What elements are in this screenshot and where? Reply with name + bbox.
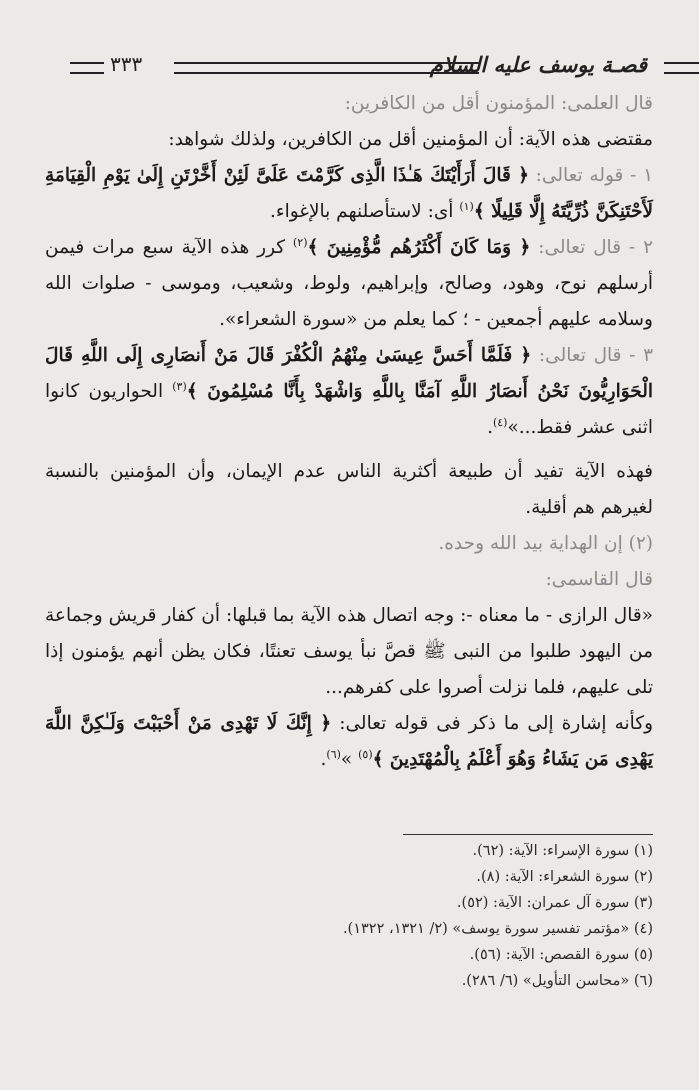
footnote-5: (٥) سورة القصص: الآية: (٥٦). xyxy=(469,947,653,963)
footnote-6: (٦) «محاسن التأويل» (٦/ ٢٨٦). xyxy=(461,973,653,989)
footnote-1: (١) سورة الإسراء: الآية: (٦٢). xyxy=(472,843,653,859)
footnotes xyxy=(45,838,653,994)
footnote-ref: (٢) xyxy=(292,235,308,249)
footnote-2: (٢) سورة الشعراء: الآية: (٨). xyxy=(476,869,653,885)
footnote-ref: (٦) xyxy=(326,747,341,761)
main-text xyxy=(45,86,653,778)
header-rule-right xyxy=(664,62,699,74)
paragraph-6: فهذه الآية تفيد أن طبيعة أكثرية الناس عدم الإيمان، وأن المؤمنين بالنسبة لغيرهم هم أقلية. xyxy=(45,461,653,518)
footnote-divider xyxy=(403,834,653,835)
paragraph-5: ٣ - قال تعالى: ﴿ فَلَمَّا أَحَسَّ عِيسَىٰ مِنْهُمُ الْكُفْرَ قَالَ مَنْ أَنصَارِى إِلَى اللَّهِ قَالَ الْحَوَارِيُّونَ نَحْنُ أَنصَارُ اللَّهِ آمَنَّا بِاللَّهِ وَاشْهَدْ بِأَنَّا مُسْلِمُونَ ﴾$^{(٣)}$ الحواريون كانوا اثنى عشر فقط...»$^{(٤)}$. xyxy=(45,345,653,438)
paragraph-4: ٢ - قال تعالى: ﴿ وَمَا كَانَ أَكْثَرُهُم مُّؤْمِنِينَ ﴾$^{(٢)}$ كرر هذه الآية سبع مرات فيمن أرسلهم نوح، وهود، وصالح، وإبراهيم، ولوط، وشعيب، وموسى - صلوات الله وسلامه عليهم أجمعين - ؛ كما يعلم من «سورة الشعراء». xyxy=(45,235,653,330)
quran-quote: ﴿ قَالَ أَرَأَيْتَكَ هَـٰذَا الَّذِى كَرَّمْتَ عَلَىَّ لَئِنْ أَخَّرْتَنِ إِلَىٰ يَوْمِ الْقِيَامَةِ لَأَحْتَنِكَنَّ ذُرِّيَّتَهُ إِلَّا قَلِيلًا ﴾ xyxy=(45,165,653,222)
page-number: ٣٣٣ xyxy=(110,52,143,76)
footnote-4: (٤) «مؤتمر تفسير سورة يوسف» (٢/ ١٣٢١، ١٣٢٢). xyxy=(342,921,653,937)
paragraph-9: «قال الرازى - ما معناه -: وجه اتصال هذه الآية بما قبلها: أن كفار قريش وجماعة من اليهود طلبوا من النبى ﷺ قصَّ نبأ يوسف تعنتًا، فكان يظن أنهم يؤمنون إذا تلى عليهم، فلما نزلت أصروا على كفرهم... xyxy=(45,605,653,698)
paragraph-3: ١ - قوله تعالى: ﴿ قَالَ أَرَأَيْتَكَ هَـٰذَا الَّذِى كَرَّمْتَ عَلَىَّ لَئِنْ أَخَّرْتَنِ إِلَىٰ يَوْمِ الْقِيَامَةِ لَأَحْتَنِكَنَّ ذُرِّيَّتَهُ إِلَّا قَلِيلًا ﴾$^{(١)}$ أى: لاستأصلنهم بالإغواء. xyxy=(45,165,653,222)
running-title: قصـة يوسف عليه السلام xyxy=(429,52,647,77)
footnote-3: (٣) سورة آل عمران: الآية: (٥٢). xyxy=(456,895,653,911)
footnote-ref: (١) xyxy=(459,199,474,213)
quran-quote: ﴿ إِنَّكَ لَا تَهْدِى مَنْ أَحْبَبْتَ وَلَـٰكِنَّ اللَّهَ يَهْدِى مَن يَشَاءُ وَهُوَ أَعْلَمُ بِالْمُهْتَدِينَ ﴾ xyxy=(45,713,653,770)
quran-quote: ﴿ وَمَا كَانَ أَكْثَرُهُم مُّؤْمِنِينَ ﴾ xyxy=(307,237,531,258)
paragraph-2: مقتضى هذه الآية: أن المؤمنين أقل من الكافرين، ولذلك شواهد: xyxy=(168,129,653,150)
paragraph-8: قال القاسمى: xyxy=(545,569,653,590)
footnote-ref: (٥) xyxy=(358,747,373,761)
footnote-ref: (٣) xyxy=(172,379,187,393)
paragraph-7: (٢) إن الهداية بيد الله وحده. xyxy=(438,533,653,554)
page-header xyxy=(0,52,699,82)
quran-quote: ﴿ فَلَمَّا أَحَسَّ عِيسَىٰ مِنْهُمُ الْكُفْرَ قَالَ مَنْ أَنصَارِى إِلَى اللَّهِ قَالَ الْحَوَارِيُّونَ نَحْنُ أَنصَارُ اللَّهِ آمَنَّا بِاللَّهِ وَاشْهَدْ بِأَنَّا مُسْلِمُونَ ﴾ xyxy=(45,345,653,402)
paragraph-10: وكأنه إشارة إلى ما ذكر فى قوله تعالى: ﴿ إِنَّكَ لَا تَهْدِى مَنْ أَحْبَبْتَ وَلَـٰكِنَّ اللَّهَ يَهْدِى مَن يَشَاءُ وَهُوَ أَعْلَمُ بِالْمُهْتَدِينَ ﴾$^{(٥)}$ »$^{(٦)}$. xyxy=(45,713,654,770)
header-rule-middle xyxy=(174,62,479,74)
heading-alelmy: قال العلمى: المؤمنون أقل من الكافرين: xyxy=(344,93,653,114)
header-rule-left xyxy=(70,62,104,74)
footnote-ref: (٤) xyxy=(492,415,508,429)
paragraph-1 xyxy=(45,86,653,122)
